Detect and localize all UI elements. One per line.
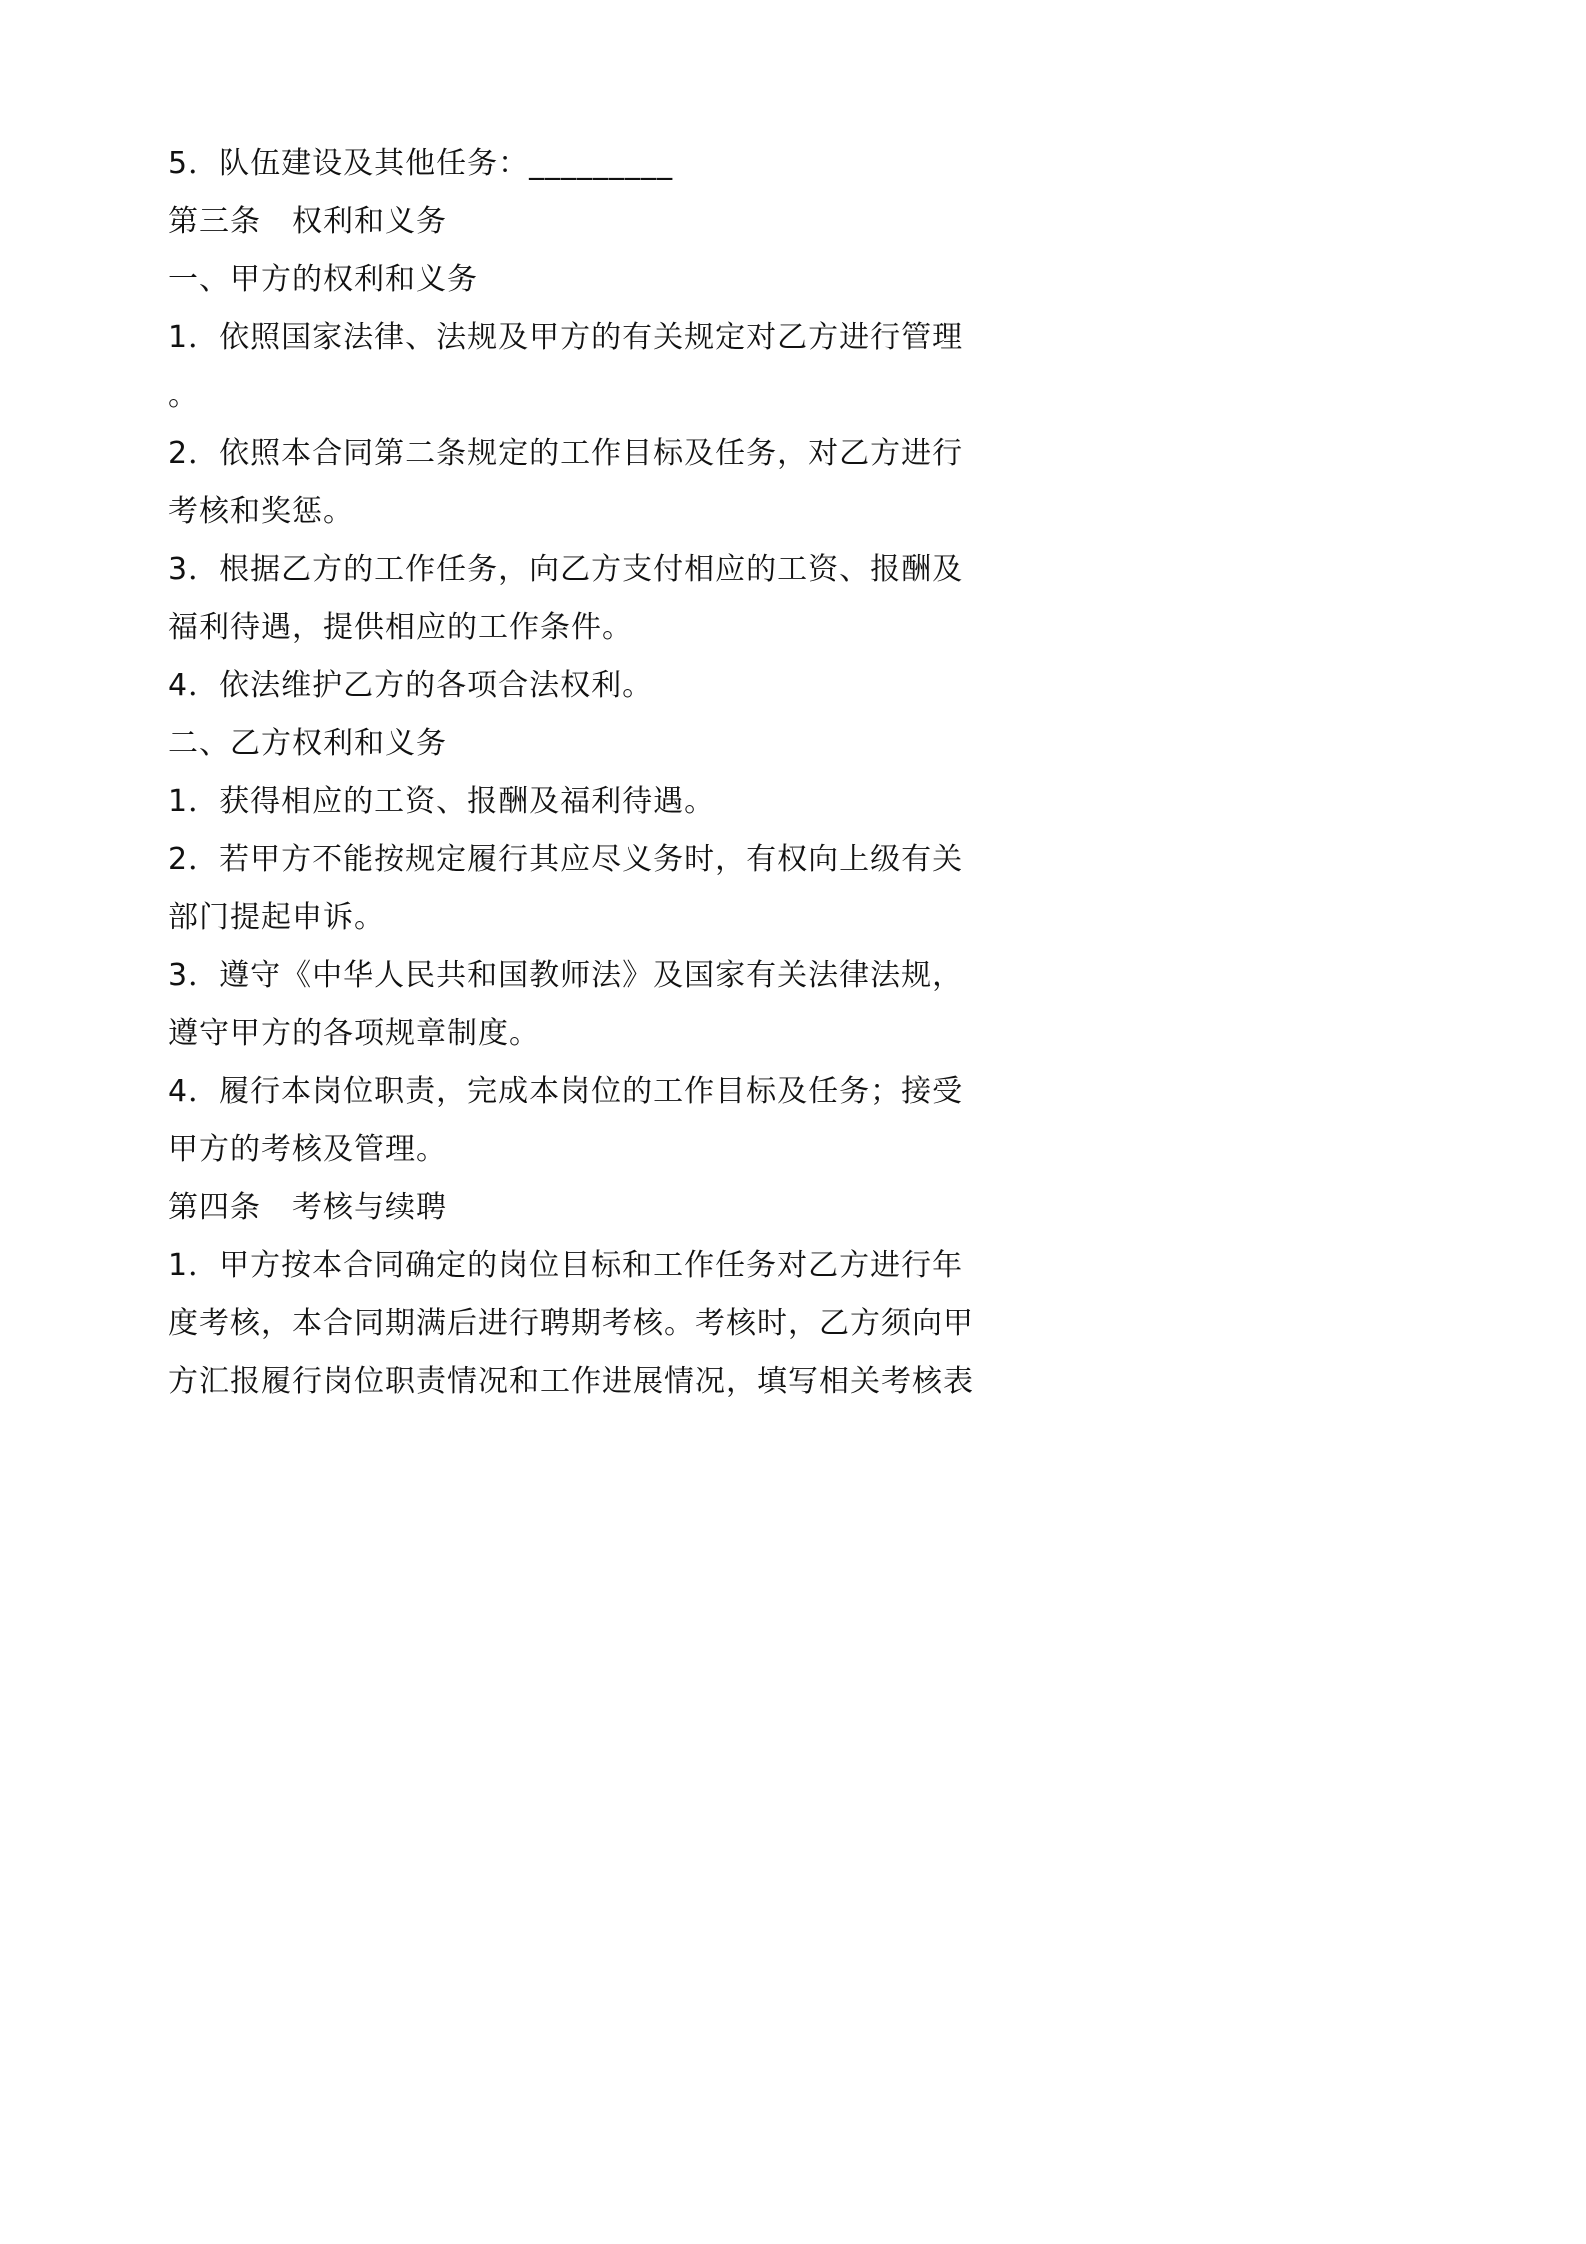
party-a-item-2: 2．依照本合同第二条规定的工作目标及任务，对乙方进行 (168, 436, 964, 471)
party-a-item-3: 3．根据乙方的工作任务，向乙方支付相应的工资、报酬及 (168, 552, 964, 587)
contract-text (168, 135, 974, 1411)
party-b-item-3: 3．遵守《中华人民共和国教师法》及国家有关法律法规， (168, 958, 964, 993)
party-b-item-2: 2．若甲方不能按规定履行其应尽义务时，有权向上级有关 (168, 842, 964, 877)
party-a-item-4: 4．依法维护乙方的各项合法权利。 (168, 668, 654, 703)
party-a-item-1-cont: 。 (168, 378, 199, 413)
party-a-rights-heading: 一、甲方的权利和义务 (168, 262, 478, 297)
party-a-item-2-cont: 考核和奖惩。 (168, 494, 354, 529)
article-4-item-1-cont-b: 方汇报履行岗位职责情况和工作进展情况，填写相关考核表 (168, 1364, 974, 1399)
party-b-item-1: 1．获得相应的工资、报酬及福利待遇。 (168, 784, 716, 819)
task-item-5: 5．队伍建设及其他任务：_________ (168, 146, 674, 181)
party-b-rights-heading: 二、乙方权利和义务 (168, 726, 447, 761)
document-page (0, 0, 1100, 1556)
party-b-item-4: 4．履行本岗位职责，完成本岗位的工作目标及任务；接受 (168, 1074, 964, 1109)
party-b-item-2-cont: 部门提起申诉。 (168, 900, 385, 935)
article-4-item-1: 1．甲方按本合同确定的岗位目标和工作任务对乙方进行年 (168, 1248, 964, 1283)
article-4-item-1-cont-a: 度考核，本合同期满后进行聘期考核。考核时，乙方须向甲 (168, 1306, 974, 1341)
party-a-item-1: 1．依照国家法律、法规及甲方的有关规定对乙方进行管理 (168, 320, 964, 355)
party-b-item-3-cont: 遵守甲方的各项规章制度。 (168, 1016, 540, 1051)
article-3-heading: 第三条 权利和义务 (168, 204, 447, 239)
party-a-item-3-cont: 福利待遇，提供相应的工作条件。 (168, 610, 633, 645)
party-b-item-4-cont: 甲方的考核及管理。 (168, 1132, 447, 1167)
article-4-heading: 第四条 考核与续聘 (168, 1190, 447, 1225)
